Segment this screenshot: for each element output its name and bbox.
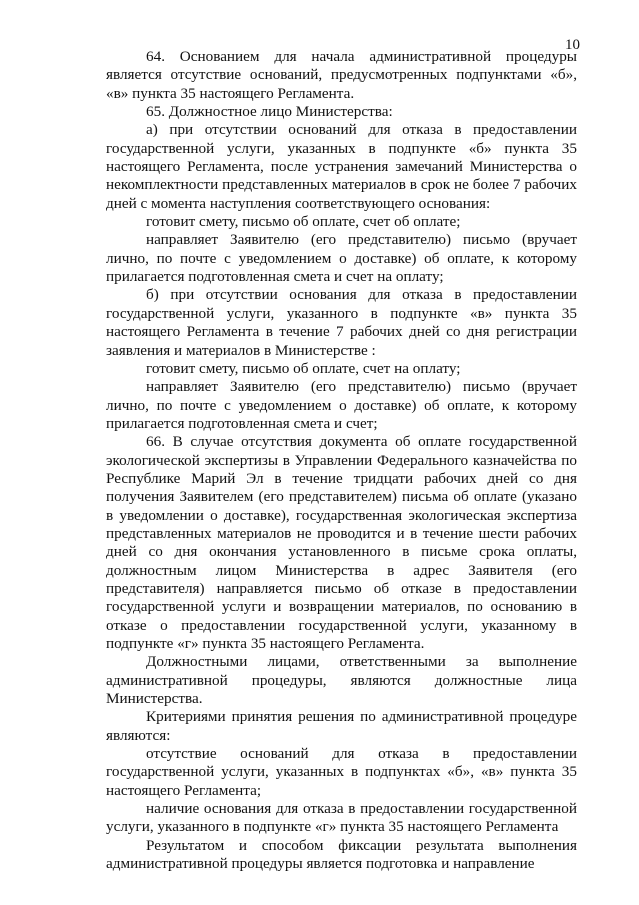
- paragraph-responsible: Должностными лицами, ответственными за выполнение административной процедуры, являются должностные лица Министерства.: [106, 653, 577, 708]
- paragraph-result: Результатом и способом фиксации результата выполнения административной процедуры является подготовка и направление: [106, 836, 577, 873]
- document-body: [106, 48, 577, 873]
- paragraph-65-b: б) при отсутствии основания для отказа в предоставлении государственной услуги, указанного в подпункте «в» пункта 35 настоящего Регламента в течение 7 рабочих дней со дня регистрации заявления и материалов в Министерстве :: [106, 286, 577, 359]
- paragraph-65-a-send: направляет Заявителю (его представителю) письмо (вручает лично, по почте с уведомлением о доставке) об оплате, к которому прилагается подготовленная смета и счет на оплату;: [106, 231, 577, 286]
- paragraph-criteria-absence: отсутствие оснований для отказа в предоставлении государственной услуги, указанных в подпунктах «б», «в» пункта 35 настоящего Регламента;: [106, 745, 577, 799]
- paragraph-64: 64. Основанием для начала административной процедуры является отсутствие оснований, предусмотренных подпунктами «б», «в» пункта 35 настоящего Регламента.: [106, 48, 577, 102]
- paragraph-65-a: а) при отсутствии оснований для отказа в предоставлении государственной услуги, указанных в подпункте «б» пункта 35 настоящего Регламента, после устранения замечаний Министерства о некомплектности представленных материалов в срок не более 7 рабочих дней с момента наступления соответствующего основания:: [106, 121, 577, 212]
- paragraph-65: 65. Должностное лицо Министерства:: [146, 103, 393, 121]
- paragraph-65-a-estimate: готовит смету, письмо об оплате, счет об оплате;: [146, 213, 461, 231]
- paragraph-66: 66. В случае отсутствия документа об оплате государственной экологической экспертизы в Управлении Федерального казначейства по Республике Марий Эл в течение тридцати рабочих дней со дня получения Заявителем (его представителем) письма об оплате (указано в уведомлении о доставке), государственная экологическая экспертиза представленных материалов не проводится и в течение шести рабочих дней со дня окончания установленного в письме срока оплаты, должностным лицом Министерства в адрес Заявителя (его представителя) направляется письмо об отказе в предоставлении государственной услуги и возвращении материалов, по основанию в отказе о предоставлении государственной услуги, указанному в подпункте «г» пункта 35 настоящего Регламента.: [106, 433, 577, 652]
- paragraph-criteria-presence: наличие основания для отказа в предоставлении государственной услуги, указанного в подпункте «г» пункта 35 настоящего Регламента: [106, 800, 577, 836]
- paragraph-65-b-send: направляет Заявителю (его представителю) письмо (вручает лично, по почте с уведомлением о доставке) об оплате, к которому прилагается подготовленная смета и счет;: [106, 378, 577, 432]
- paragraph-65-b-estimate: готовит смету, письмо об оплате, счет на оплату;: [146, 359, 461, 377]
- page-number: 10: [565, 37, 580, 53]
- paragraph-criteria: Критериями принятия решения по административной процедуре являются:: [106, 708, 577, 744]
